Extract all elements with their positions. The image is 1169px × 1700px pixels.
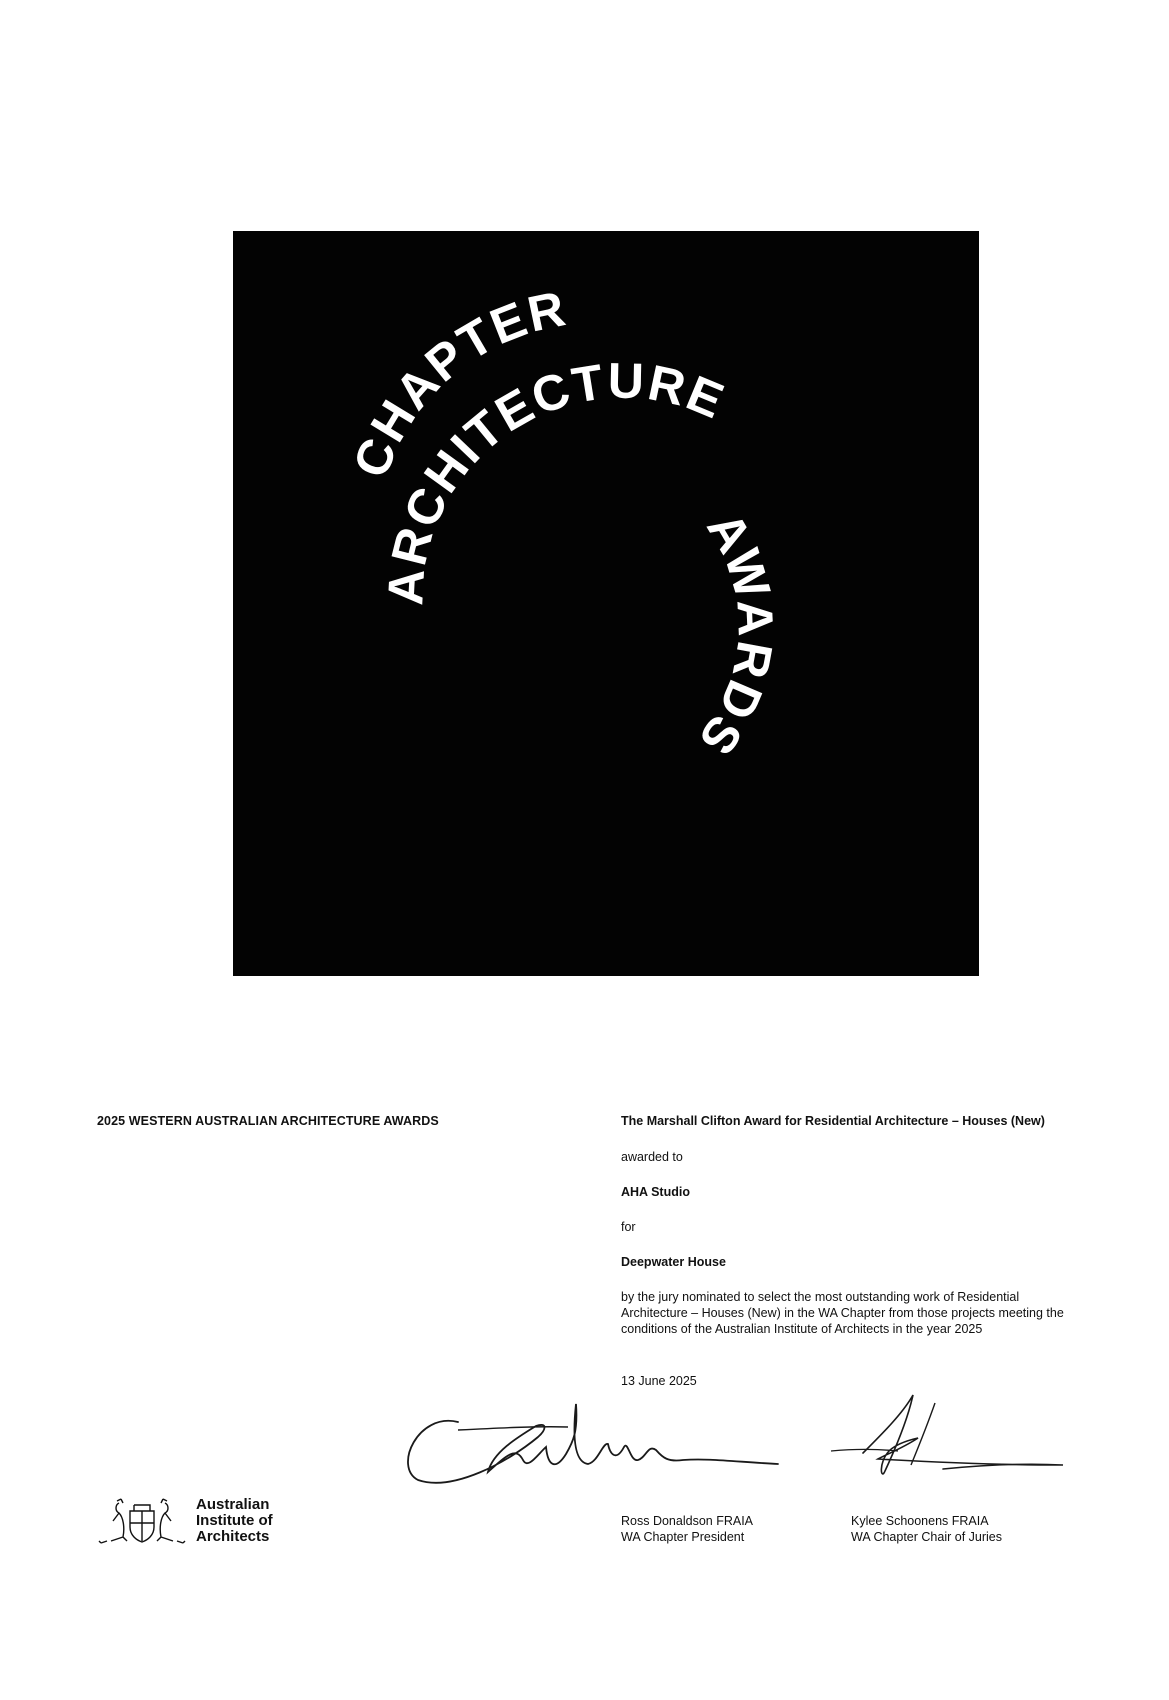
signatory-chair bbox=[851, 1513, 1002, 1545]
award-description: by the jury nominated to select the most outstanding work of Residential Architecture – Houses (New) in the WA Chapter from those projects meeting the conditions of the Australian Institute of Architects in the year 2025 bbox=[621, 1290, 1064, 1336]
hero-line-awards: AWARDS bbox=[687, 502, 784, 767]
chair-signature bbox=[823, 1393, 1068, 1498]
arc-text-graphic bbox=[233, 231, 979, 976]
award-date: 13 June 2025 bbox=[621, 1374, 697, 1388]
president-signature bbox=[398, 1392, 798, 1502]
signatory-title: WA Chapter President bbox=[621, 1530, 745, 1544]
aia-crest-icon bbox=[97, 1497, 187, 1545]
recipient-name: AHA Studio bbox=[621, 1185, 690, 1199]
logo-line-3: Architects bbox=[196, 1528, 270, 1545]
aia-logo bbox=[97, 1497, 297, 1545]
hero-line-chapter: CHAPTER bbox=[342, 279, 572, 485]
logo-line-1: Australian bbox=[196, 1496, 270, 1513]
project-name: Deepwater House bbox=[621, 1255, 726, 1269]
chapter-awards-graphic bbox=[233, 231, 979, 976]
signatory-president bbox=[621, 1513, 753, 1545]
for-label: for bbox=[621, 1220, 636, 1234]
logo-line-2: Institute of bbox=[196, 1512, 273, 1529]
awarded-to-label: awarded to bbox=[621, 1150, 683, 1164]
signatory-title: WA Chapter Chair of Juries bbox=[851, 1530, 1002, 1544]
signatory-name: Ross Donaldson FRAIA bbox=[621, 1514, 754, 1528]
event-title: 2025 WESTERN AUSTRALIAN ARCHITECTURE AWARDS bbox=[97, 1114, 439, 1128]
hero-line-architecture: ARCHITECTURE bbox=[377, 352, 733, 607]
award-name: The Marshall Clifton Award for Residential Architecture – Houses (New) bbox=[621, 1114, 1045, 1128]
signatory-name: Kylee Schoonens FRAIA bbox=[851, 1514, 989, 1528]
aia-logo-text bbox=[196, 1497, 306, 1545]
